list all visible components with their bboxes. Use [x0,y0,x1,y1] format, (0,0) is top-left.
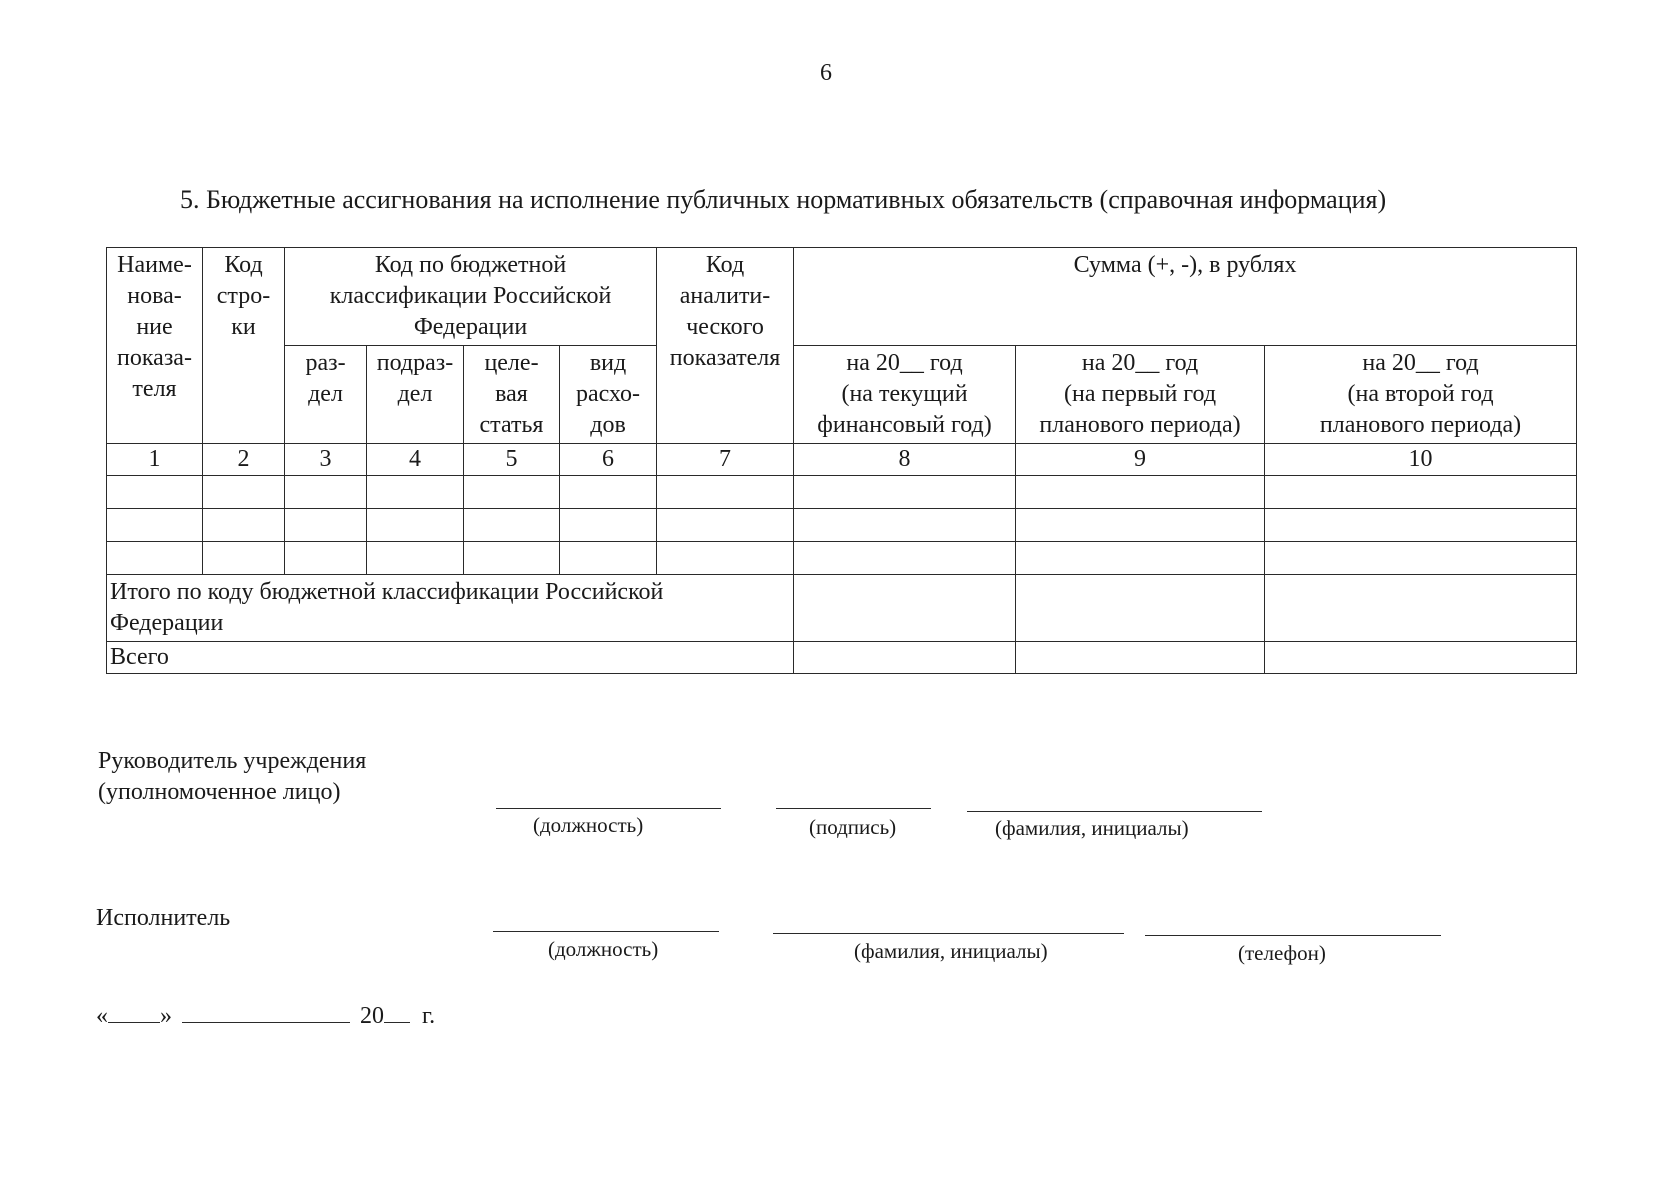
table-cell[interactable] [560,476,657,509]
column-number-row [107,444,1577,476]
table-row [107,509,1577,542]
table-row [107,542,1577,575]
head-position-line[interactable] [496,808,721,809]
table-cell[interactable] [657,509,794,542]
header-line-code: Код стро- ки [203,248,285,444]
column-number: 4 [367,444,464,476]
table-cell[interactable] [1016,575,1265,642]
table-cell[interactable] [794,476,1016,509]
table-cell[interactable] [794,542,1016,575]
header-year-first: на 20__ год (на первый год планового периода) [1016,346,1265,444]
column-number: 7 [657,444,794,476]
header-sum: Сумма (+, -), в рублях [794,248,1577,346]
table-cell[interactable] [560,542,657,575]
table-cell[interactable] [203,542,285,575]
table-cell[interactable] [203,476,285,509]
table-cell[interactable] [107,542,203,575]
executor-label: Исполнитель [96,905,231,931]
header-year-current: на 20__ год (на текущий финансовый год) [794,346,1016,444]
column-number: 9 [1016,444,1265,476]
table-cell[interactable] [285,509,367,542]
budget-allocations-table [106,247,1577,674]
table-cell[interactable] [794,642,1016,674]
table-cell[interactable] [1265,509,1577,542]
table-cell[interactable] [794,509,1016,542]
column-number: 2 [203,444,285,476]
table-cell[interactable] [107,476,203,509]
table-cell[interactable] [367,509,464,542]
header-analytic-code: Код аналити- ческого показателя [657,248,794,444]
head-signature-line[interactable] [776,808,931,809]
table-cell[interactable] [657,542,794,575]
executor-position-caption: (должность) [548,937,659,961]
head-signature-caption: (подпись) [809,815,897,839]
column-number: 8 [794,444,1016,476]
table-cell[interactable] [1265,476,1577,509]
column-number: 3 [285,444,367,476]
table-cell[interactable] [285,476,367,509]
head-label: Руководитель учреждения (уполномоченное лицо) [98,748,367,805]
open-quote: « [96,1003,108,1029]
executor-name-caption: (фамилия, инициалы) [854,939,1048,963]
head-name-caption: (фамилия, инициалы) [995,816,1189,840]
executor-position-line[interactable] [493,931,719,932]
table-cell[interactable] [1016,476,1265,509]
table-cell[interactable] [657,476,794,509]
total-by-code-label: Итого по коду бюджетной классификации Российской Федерации [107,575,794,642]
table-row [107,476,1577,509]
total-by-code-row [107,575,1577,642]
header-budget-classification: Код по бюджетной классификации Российской Федерации [285,248,657,346]
executor-name-line[interactable] [773,933,1124,934]
header-section: раз- дел [285,346,367,444]
head-name-line[interactable] [967,811,1262,812]
column-number: 5 [464,444,560,476]
table-cell[interactable] [367,542,464,575]
table-cell[interactable] [107,509,203,542]
grand-total-label: Всего [107,642,794,674]
table-cell[interactable] [1265,642,1577,674]
table-cell[interactable] [203,509,285,542]
table-cell[interactable] [464,509,560,542]
year-field[interactable] [384,1000,410,1023]
table-cell[interactable] [1265,542,1577,575]
column-number: 6 [560,444,657,476]
column-number: 1 [107,444,203,476]
executor-phone-caption: (телефон) [1238,941,1326,965]
table-cell[interactable] [1265,575,1577,642]
head-position-caption: (должность) [533,813,644,837]
year-suffix: г. [422,1003,436,1029]
section-title: 5. Бюджетные ассигнования на исполнение публичных нормативных обязательств (справочная информация) [180,185,1387,214]
executor-phone-line[interactable] [1145,935,1441,936]
table-cell[interactable] [1016,642,1265,674]
table-cell[interactable] [367,476,464,509]
grand-total-row [107,642,1577,674]
date-line [96,1000,435,1030]
month-field[interactable] [182,1000,350,1023]
header-target-item: целе- вая статья [464,346,560,444]
header-expense-type: вид расхо- дов [560,346,657,444]
header-year-second: на 20__ год (на второй год планового периода) [1265,346,1577,444]
table-cell[interactable] [464,542,560,575]
table-cell[interactable] [1016,542,1265,575]
page-number: 6 [820,60,832,86]
header-subsection: подраз- дел [367,346,464,444]
table-cell[interactable] [794,575,1016,642]
close-quote: » [160,1003,172,1029]
column-number: 10 [1265,444,1577,476]
table-cell[interactable] [560,509,657,542]
year-prefix: 20 [360,1003,384,1029]
table-cell[interactable] [285,542,367,575]
table-cell[interactable] [1016,509,1265,542]
day-field[interactable] [108,1000,160,1023]
header-indicator-name: Наиме- нова- ние показа- теля [107,248,203,444]
table-cell[interactable] [464,476,560,509]
